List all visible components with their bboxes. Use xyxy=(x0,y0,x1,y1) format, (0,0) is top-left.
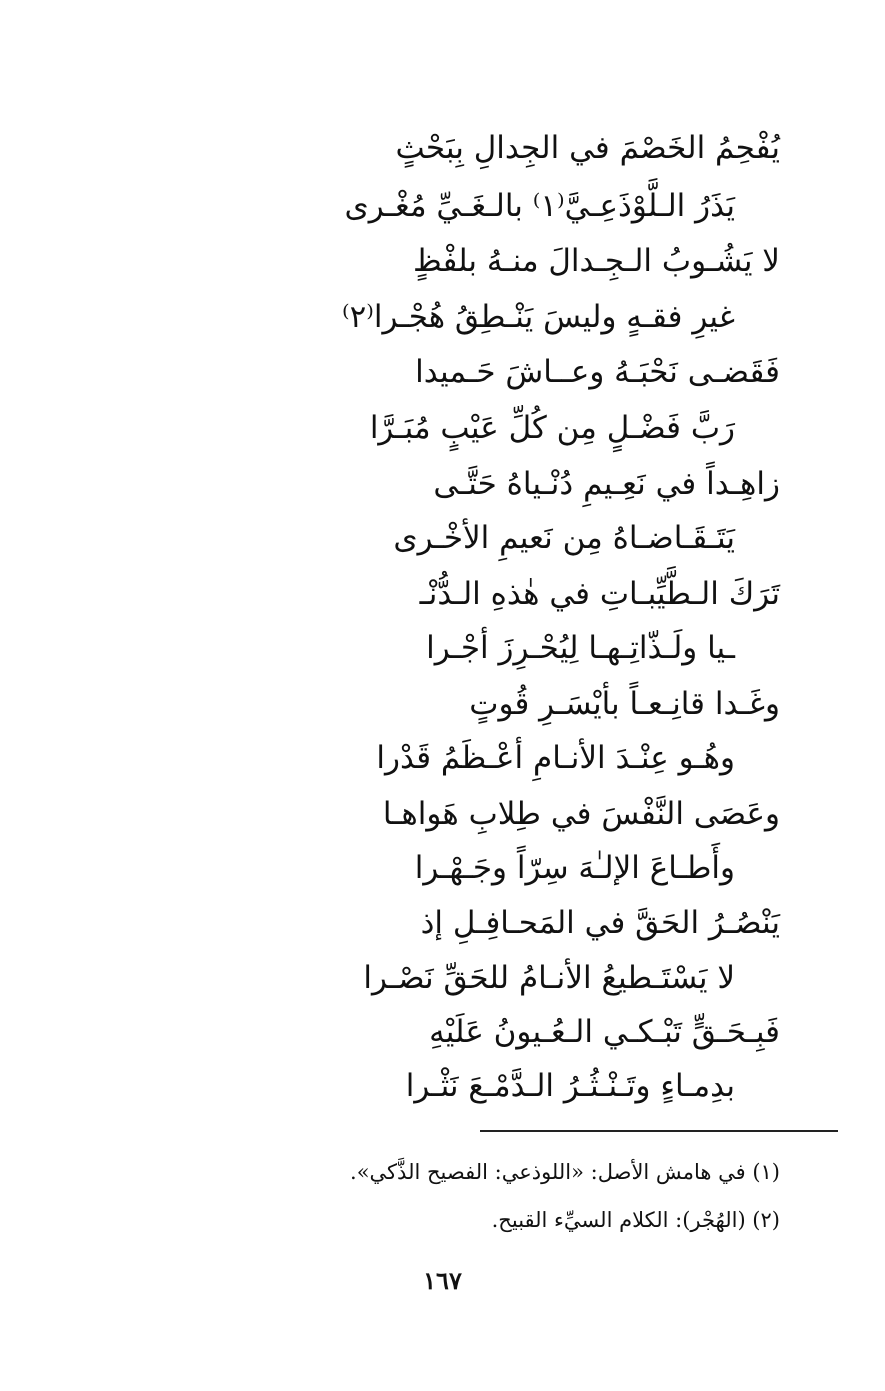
verse-line-17: فَبِـحَـقٍّ تَبْـكـي الـعُـيونُ عَلَيْهِ xyxy=(429,1014,780,1050)
verse-line-15: يَنْصُـرُ الحَقَّ في المَحـافِـلِ إذ xyxy=(420,905,780,941)
footnote-divider xyxy=(480,1130,838,1132)
verse-line-18: بدِمـاءٍ وتَـنْـثُـرُ الـدَّمْـعَ نَثْـرا xyxy=(405,1068,735,1104)
verse-line-9: تَرَكَ الـطَّيِّبـاتِ في هٰذهِ الـدُّنْـ xyxy=(419,576,780,612)
verse-line-10: ـيا ولَـذّاتِـهـا لِيُحْـرِزَ أجْـرا xyxy=(426,630,735,666)
verse-line-11: وغَـدا قانِـعـاً بأيْسَـرِ قُوتٍ xyxy=(469,686,780,722)
verse-line-4: غيرِ فقـهٍ وليسَ يَنْـطِقُ هُجْـرا⁽٢⁾ xyxy=(342,299,735,335)
verse-line-2: يَذَرُ الـلَّوْذَعِـيَّ⁽١⁾ بالـغَـيِّ مُغْـرى xyxy=(344,188,735,224)
verse-line-14: وأَطـاعَ الإلـٰهَ سِرّاً وجَـهْـرا xyxy=(414,850,735,886)
verse-line-12: وهُـو عِنْـدَ الأنـامِ أعْـظَمُ قَدْرا xyxy=(376,740,735,776)
verse-line-13: وعَصَى النَّفْسَ في طِلابِ هَواهـا xyxy=(382,796,780,832)
verse-line-1: يُفْحِمُ الخَصْمَ في الجِدالِ بِبَحْثٍ xyxy=(395,130,780,166)
verse-line-3: لا يَشُـوبُ الـجِـدالَ منـهُ بلفْظٍ xyxy=(413,243,780,279)
footnote-2: (٢) (الهُجْر): الكلام السيِّء القبيح. xyxy=(491,1208,780,1232)
footnote-1: (١) في هامش الأصل: «اللوذعي: الفصيح الذَّكي». xyxy=(350,1160,780,1184)
verse-line-6: رَبَّ فَضْـلٍ مِن كُلِّ عَيْبٍ مُبَـرَّا xyxy=(369,410,735,446)
verse-line-5: فَقَضـى نَحْبَـهُ وعــاشَ حَـميدا xyxy=(415,354,780,390)
verse-line-8: يَتَـقَـاضـاهُ مِن نَعيمِ الأخْـرى xyxy=(393,520,735,556)
page-number: ١٦٧ xyxy=(423,1266,462,1295)
verse-line-7: زاهِـداً في نَعِـيمِ دُنْـياهُ حَتَّـى xyxy=(433,466,780,502)
verse-line-16: لا يَسْتَـطيعُ الأنـامُ للحَقِّ نَصْـرا xyxy=(363,960,735,996)
